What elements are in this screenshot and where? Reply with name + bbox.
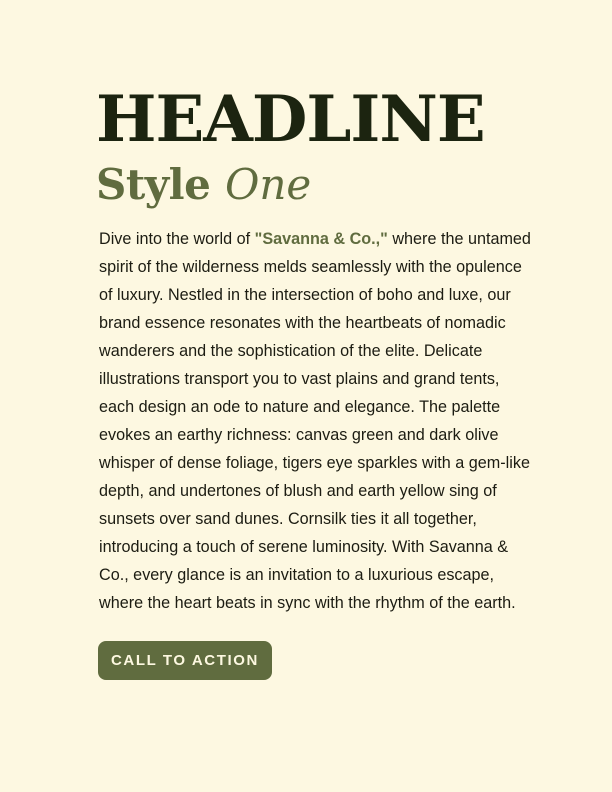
brand-name: "Savanna & Co.," (254, 230, 388, 248)
body-intro: Dive into the world of (99, 230, 255, 248)
body-rest: where the untamed spirit of the wilderness melds seamlessly with the opulence of luxury. Nestled in the intersection of boho and luxe, our brand essence resonates with the heartbeats of nomadic wanderers and the sophistication of the elite. Delicate illustrations transport you to vast plains and grand tents, each design an ode to nature and elegance. The palette evokes an earthy richness: canvas green and dark olive whisper of dense foliage, tigers eye sparkles with a gem-like depth, and undertones of blush and earth yellow sing of sunsets over sand dunes. Cornsilk ties it all together, introducing a touch of serene luminosity. With Savanna & Co., every glance is an invitation to a luxurious escape, where the heart beats in sync with the rhythm of the earth. (99, 230, 531, 612)
headline: HEADLINE (96, 82, 485, 157)
content-block (96, 82, 536, 680)
subhead-bold: Style (96, 160, 211, 209)
subhead-italic: One (224, 160, 312, 209)
call-to-action-button[interactable]: CALL TO ACTION (98, 641, 272, 680)
body-paragraph (99, 225, 531, 617)
subheadline (96, 160, 536, 209)
